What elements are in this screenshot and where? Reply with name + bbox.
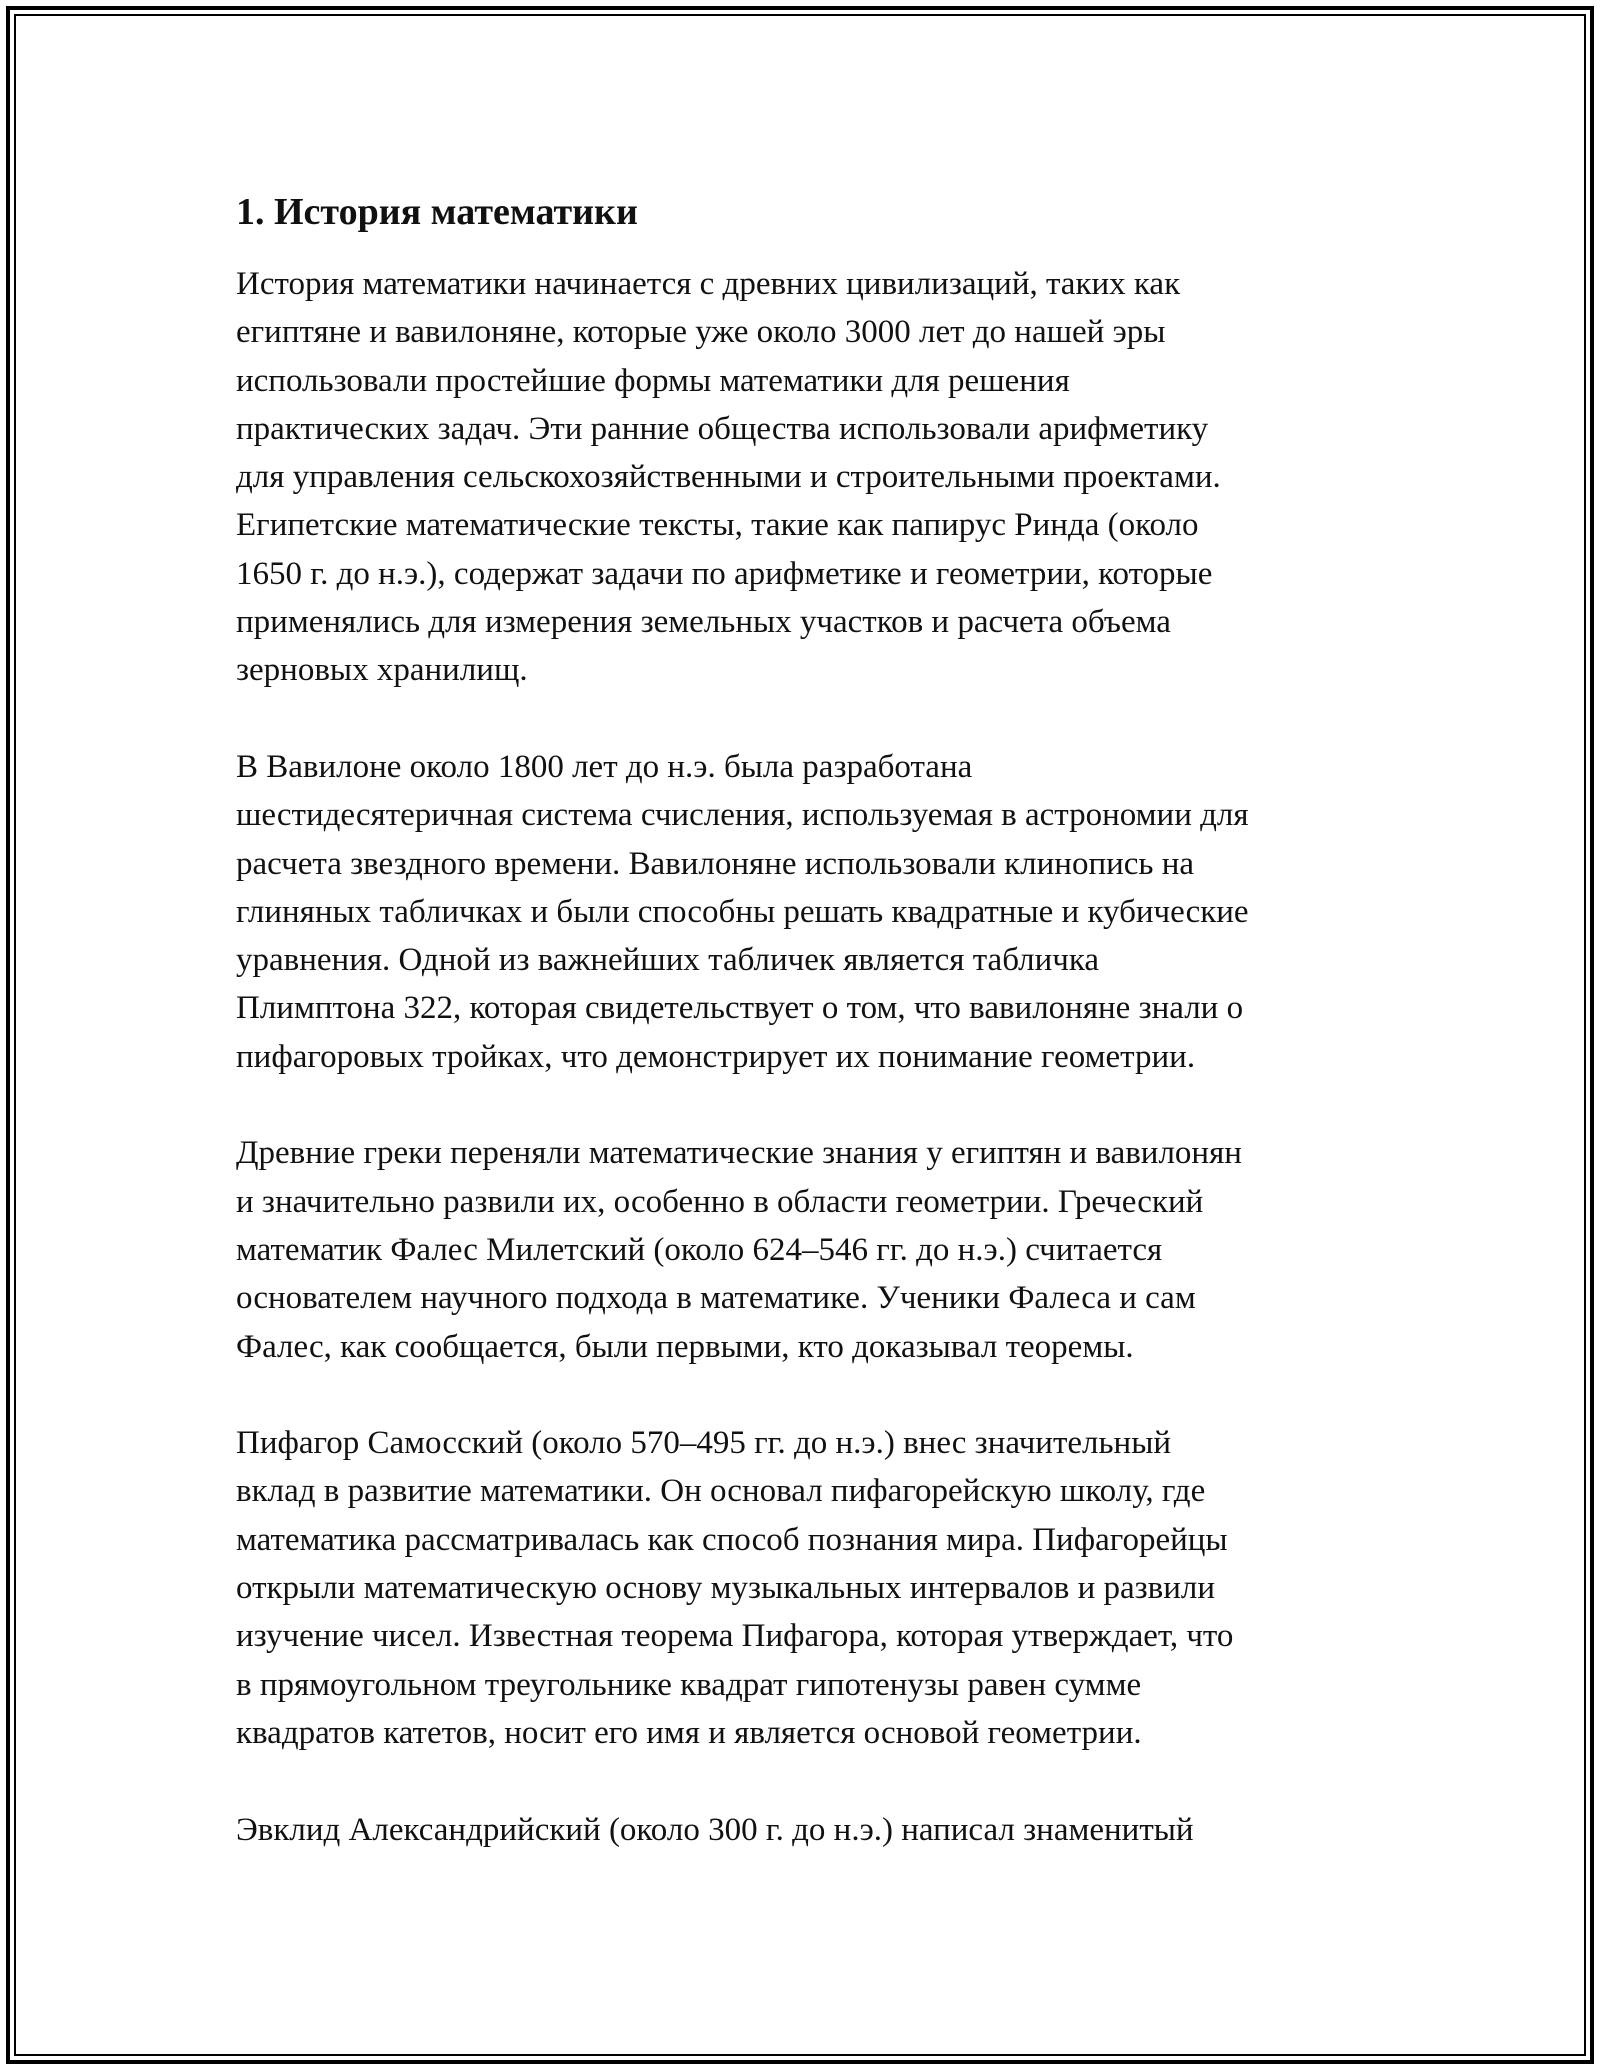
text-line: математик Фалес Милетский (около 624–546 гг. до н.э.) считается xyxy=(236,1231,1163,1268)
text-line: В Вавилоне около 1800 лет до н.э. была разработана xyxy=(236,748,973,785)
text-line: 1650 г. до н.э.), содержат задачи по арифметике и геометрии, которые xyxy=(236,555,1213,592)
paragraph-5 xyxy=(236,1806,1386,1854)
text-line: Плимптона 322, которая свидетельствует о том, что вавилоняне знали о xyxy=(236,990,1244,1027)
text-line: изучение чисел. Известная теорема Пифагора, которая утверждает, что xyxy=(236,1618,1234,1655)
text-line: Древние греки переняли математические знания у египтян и вавилонян xyxy=(236,1135,1242,1172)
text-line: История математики начинается с древних цивилизаций, таких как xyxy=(236,266,1181,302)
text-line: египтяне и вавилоняне, которые уже около 3000 лет до нашей эры xyxy=(236,314,1166,351)
text-line: основателем научного подхода в математике. Ученики Фалеса и сам xyxy=(236,1280,1196,1317)
text-line: математика рассматривалась как способ познания мира. Пифагорейцы xyxy=(236,1521,1228,1558)
text-line: Эвклид Александрийский (около 300 г. до н.э.) написал знаменитый xyxy=(236,1811,1194,1848)
text-line: и значительно развили их, особенно в области геометрии. Греческий xyxy=(236,1183,1204,1220)
text-line: зерновых хранилищ. xyxy=(236,652,528,689)
text-line: Фалес, как сообщается, были первыми, кто доказывал теоремы. xyxy=(236,1328,1134,1365)
text-line: применялись для измерения земельных участков и расчета объема xyxy=(236,604,1171,641)
text-line: практических задач. Эти ранние общества использовали арифметику xyxy=(236,410,1209,447)
section-heading: 1. История математики xyxy=(236,191,638,233)
text-line: Египетские математические тексты, такие как папирус Ринда (около xyxy=(236,507,1199,544)
text-line: Пифагор Самосский (около 570–495 гг. до н.э.) внес значительный xyxy=(236,1425,1172,1462)
text-line: для управления сельскохозяйственными и строительными проектами. xyxy=(236,459,1221,496)
paragraph-4 xyxy=(236,1419,1386,1757)
text-line: вклад в развитие математики. Он основал пифагорейскую школу, где xyxy=(236,1473,1206,1510)
paragraph-3 xyxy=(236,1129,1386,1370)
text-line: открыли математическую основу музыкальных интервалов и развили xyxy=(236,1570,1216,1607)
text-line: пифагоровых тройках, что демонстрирует их понимание геометрии. xyxy=(236,1038,1196,1075)
text-line: уравнения. Одной из важнейших табличек является табличка xyxy=(236,942,1100,979)
text-line: расчета звездного времени. Вавилоняне использовали клинопись на xyxy=(236,845,1195,882)
paragraph-1 xyxy=(236,260,1386,695)
text-line: квадратов катетов, носит его имя и является основой геометрии. xyxy=(236,1714,1142,1751)
paragraph-2 xyxy=(236,743,1386,1081)
document-body xyxy=(236,186,1386,1902)
text-line: в прямоугольном треугольнике квадрат гипотенузы равен сумме xyxy=(236,1666,1142,1703)
text-line: использовали простейшие формы математики для решения xyxy=(236,362,1070,399)
text-line: глиняных табличках и были способны решать квадратные и кубические xyxy=(236,893,1249,930)
text-line: шестидесятеричная система счисления, используемая в астрономии для xyxy=(236,797,1249,834)
